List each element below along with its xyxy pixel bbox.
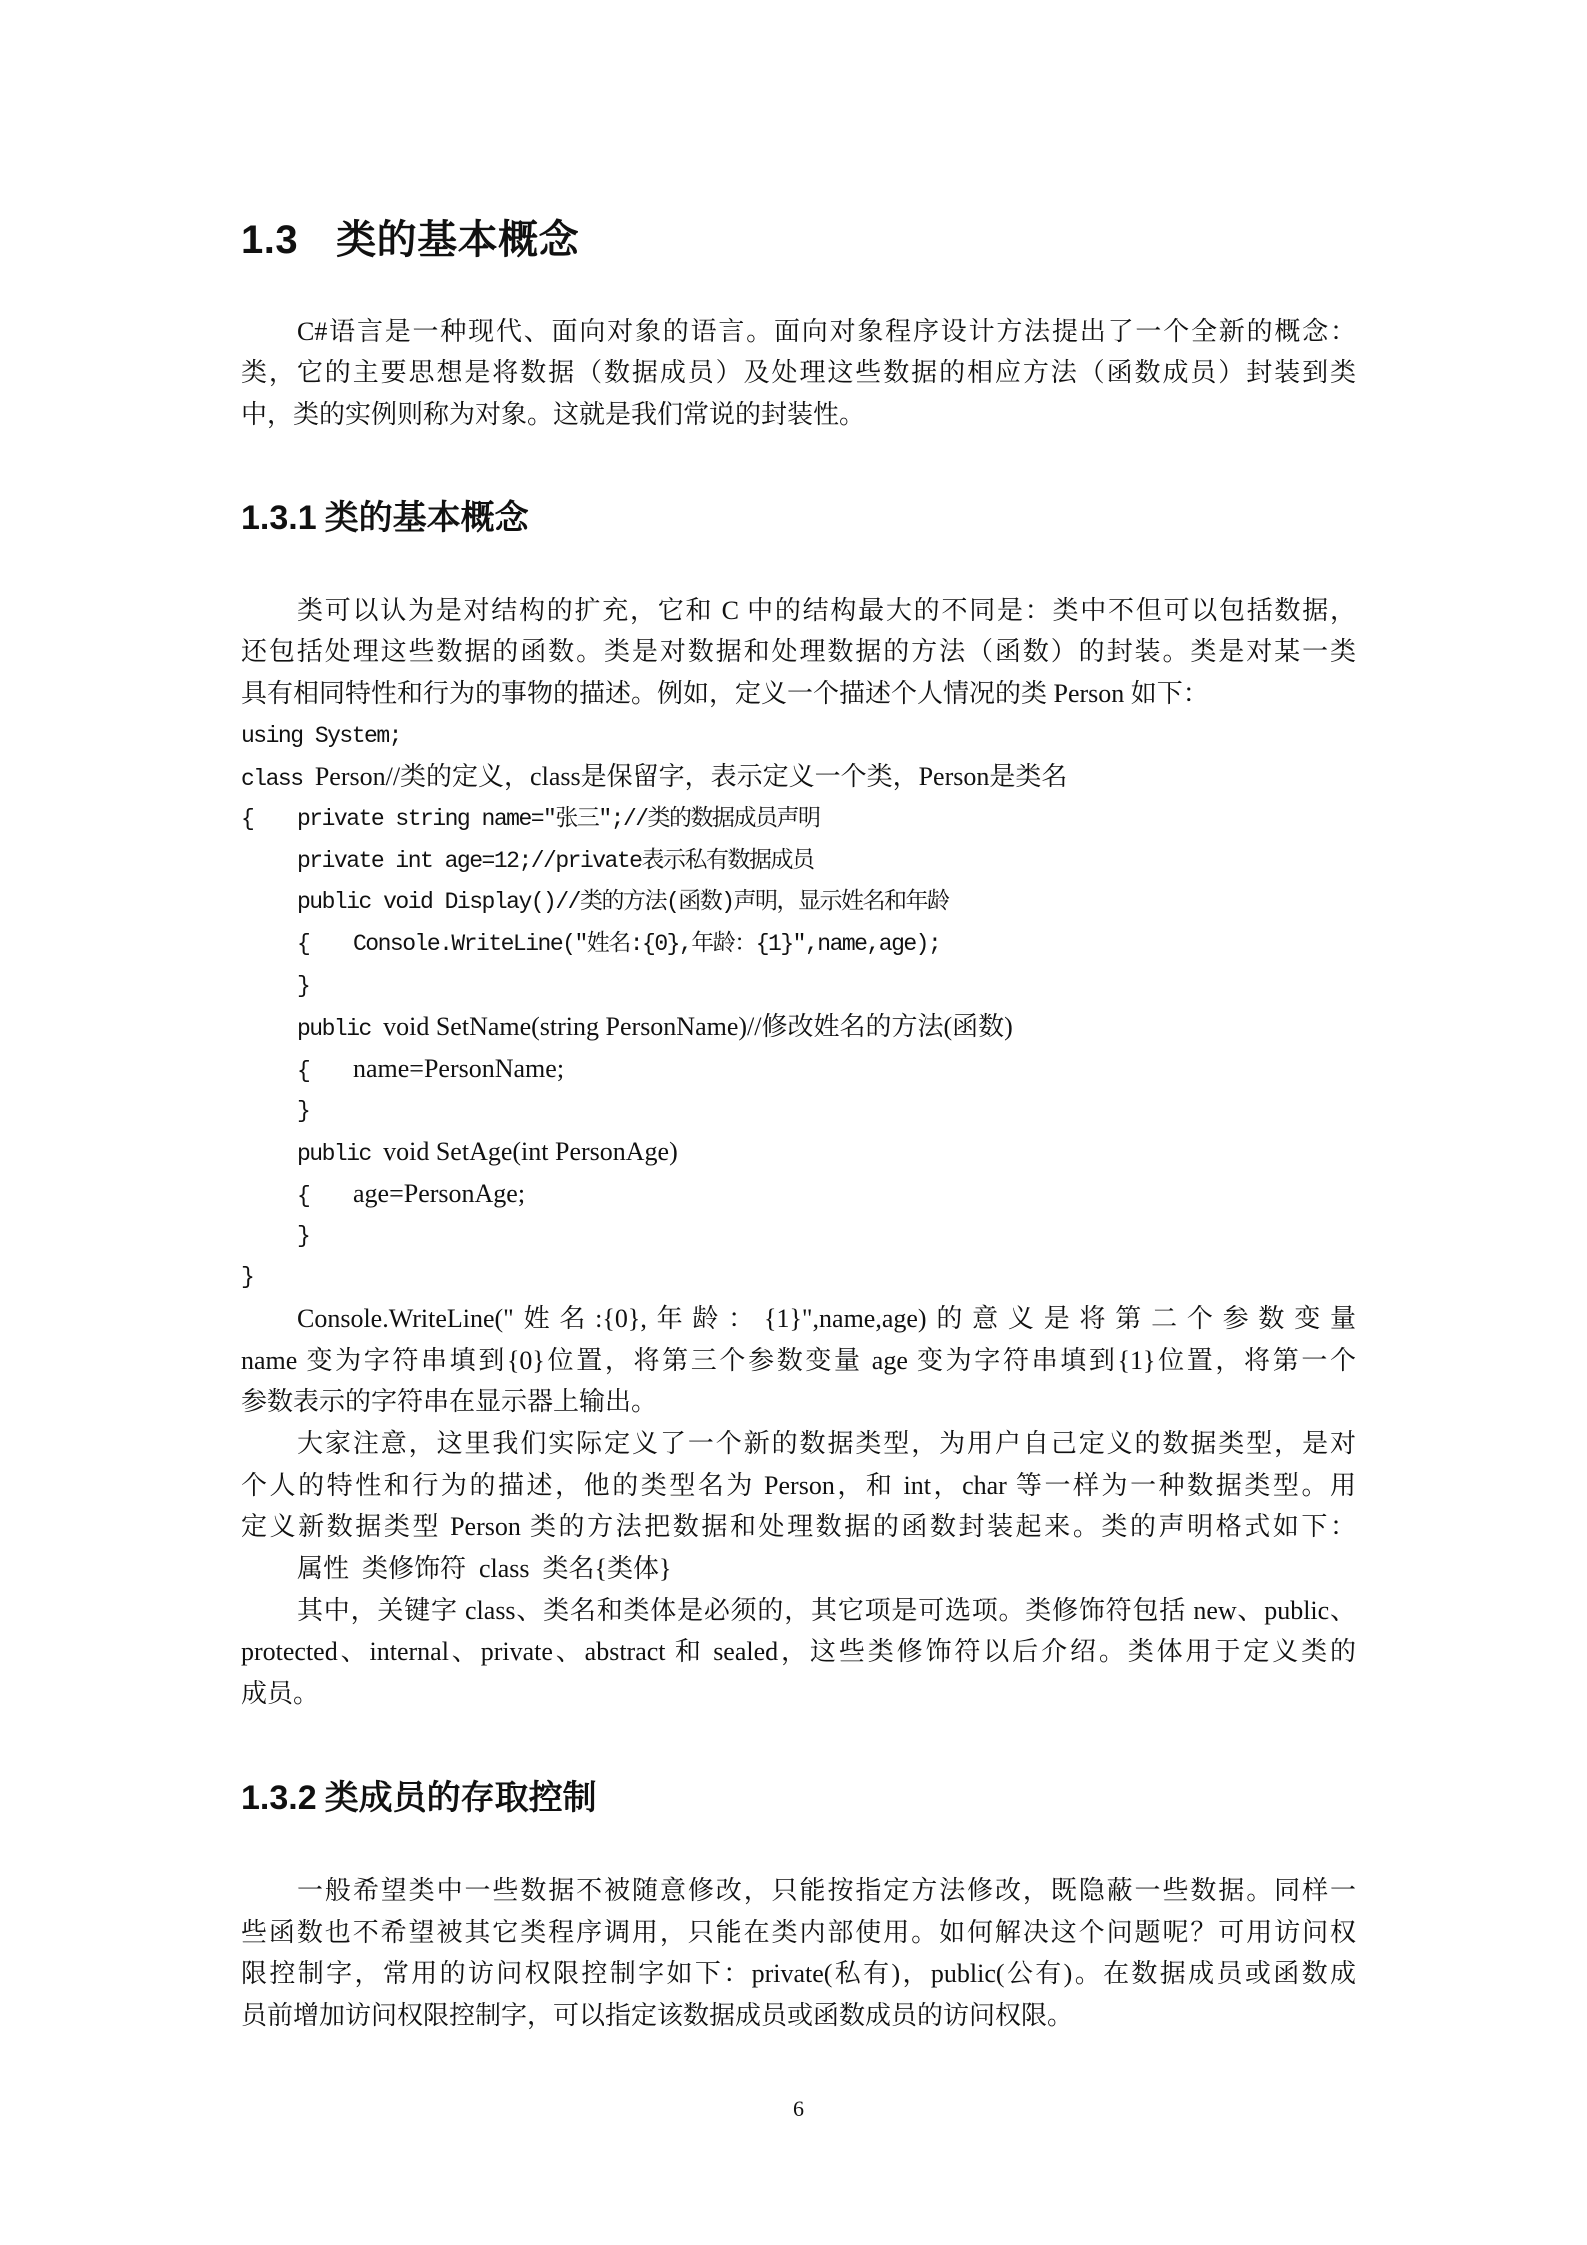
code-text: void SetName(string PersonName)//修改姓名的方法(函数): [383, 1012, 1013, 1041]
paragraph-line: 定义新数据类型 Person 类的方法把数据和处理数据的函数封装起来。类的声明格式如下：: [241, 1512, 1356, 1541]
code-line: [241, 1012, 1013, 1044]
code-text: private string name="张三";//类的数据成员声明: [297, 806, 820, 832]
paragraph-line: 一般希望类中一些数据不被随意修改，只能按指定方法修改，既隐蔽一些数据。同样一: [297, 1876, 1356, 1905]
paragraph-line: 大家注意，这里我们实际定义了一个新的数据类型，为用户自己定义的数据类型，是对: [297, 1429, 1356, 1458]
paragraph-line: 类可以认为是对结构的扩充，它和 C 中的结构最大的不同是：类中不但可以包括数据，: [297, 596, 1356, 625]
code-keyword: public: [297, 1016, 384, 1042]
paragraph-line: 具有相同特性和行为的事物的描述。例如，定义一个描述个人情况的类 Person 如下：: [241, 679, 1209, 708]
paragraph-line: 参数表示的字符串在显示器上输出。: [241, 1387, 658, 1416]
code-text: name=PersonName;: [353, 1054, 565, 1083]
code-keyword: class: [241, 766, 315, 792]
code-line: }: [297, 1098, 310, 1124]
code-brace: {: [297, 1183, 310, 1209]
code-line: [241, 804, 820, 834]
code-text: age=PersonAge;: [353, 1179, 526, 1208]
code-line: }: [297, 973, 310, 999]
code-line: }: [297, 1223, 310, 1249]
code-line: using System;: [241, 723, 401, 749]
intro-line-1: C#语言是一种现代、面向对象的语言。面向对象程序设计方法提出了一个全新的概念：: [297, 317, 1356, 346]
section-number: 1.3: [241, 218, 299, 262]
subsection-title: 类成员的存取控制: [324, 1779, 597, 1817]
code-line: private int age=12;//private表示私有数据成员: [297, 848, 814, 874]
paragraph-line: 其中，关键字 class、类名和类体是必须的，其它项是可选项。类修饰符包括 new、public、: [297, 1596, 1356, 1625]
code-line: [241, 1179, 525, 1211]
paragraph-line: Console.WriteLine("姓名:{0},年龄：{1}",name,age)的意义是将第二个参数变量: [297, 1304, 1356, 1333]
section-heading: [241, 208, 579, 265]
subsection-heading-1: [241, 490, 529, 539]
class-declaration-syntax: 属性 类修饰符 class 类名{类体}: [297, 1554, 672, 1583]
subsection-number: 1.3.1: [241, 499, 317, 537]
subsection-heading-2: [241, 1770, 597, 1819]
code-line: [241, 929, 940, 959]
paragraph-line: 员前增加访问权限控制字，可以指定该数据成员或函数成员的访问权限。: [241, 2001, 1074, 2030]
intro-line-2: 类，它的主要思想是将数据（数据成员）及处理这些数据的相应方法（函数成员）封装到类: [241, 358, 1356, 387]
code-text: Console.WriteLine("姓名:{0},年龄：{1}",name,age);: [353, 931, 941, 957]
section-title: 类的基本概念: [336, 218, 580, 262]
paragraph-line: name 变为字符串填到{0}位置，将第三个参数变量 age 变为字符串填到{1}位置，将第一个: [241, 1346, 1356, 1375]
code-brace: {: [297, 931, 310, 957]
page-number: 6: [793, 2096, 804, 2121]
paragraph-line: 些函数也不希望被其它类程序调用，只能在类内部使用。如何解决这个问题呢？可用访问权: [241, 1918, 1356, 1947]
code-brace: {: [241, 806, 254, 832]
paragraph-line: protected、internal、private、abstract 和 sealed，这些类修饰符以后介绍。类体用于定义类的: [241, 1637, 1356, 1666]
code-line: [241, 1054, 564, 1086]
code-line: }: [241, 1264, 254, 1290]
code-line: [241, 762, 1067, 794]
code-line: public void Display()//类的方法(函数)声明，显示姓名和年龄: [297, 889, 949, 915]
paragraph-line: 成员。: [241, 1679, 320, 1708]
paragraph-line: 限控制字，常用的访问权限控制字如下：private(私有)，public(公有)。在数据成员或函数成: [241, 1959, 1356, 1988]
subsection-title: 类的基本概念: [324, 499, 529, 537]
paragraph-line: 还包括处理这些数据的函数。类是对数据和处理数据的方法（函数）的封装。类是对某一类: [241, 637, 1356, 666]
code-text: Person//类的定义，class是保留字，表示定义一个类，Person是类名: [314, 762, 1068, 791]
code-keyword: public: [297, 1141, 384, 1167]
code-brace: {: [297, 1058, 310, 1084]
code-text: void SetAge(int PersonAge): [383, 1137, 678, 1166]
subsection-number: 1.3.2: [241, 1779, 317, 1817]
code-line: [241, 1137, 678, 1169]
intro-line-3: 中，类的实例则称为对象。这就是我们常说的封装性。: [241, 400, 866, 429]
paragraph-line: 个人的特性和行为的描述，他的类型名为 Person，和 int，char 等一样为一种数据类型。用: [241, 1471, 1356, 1500]
